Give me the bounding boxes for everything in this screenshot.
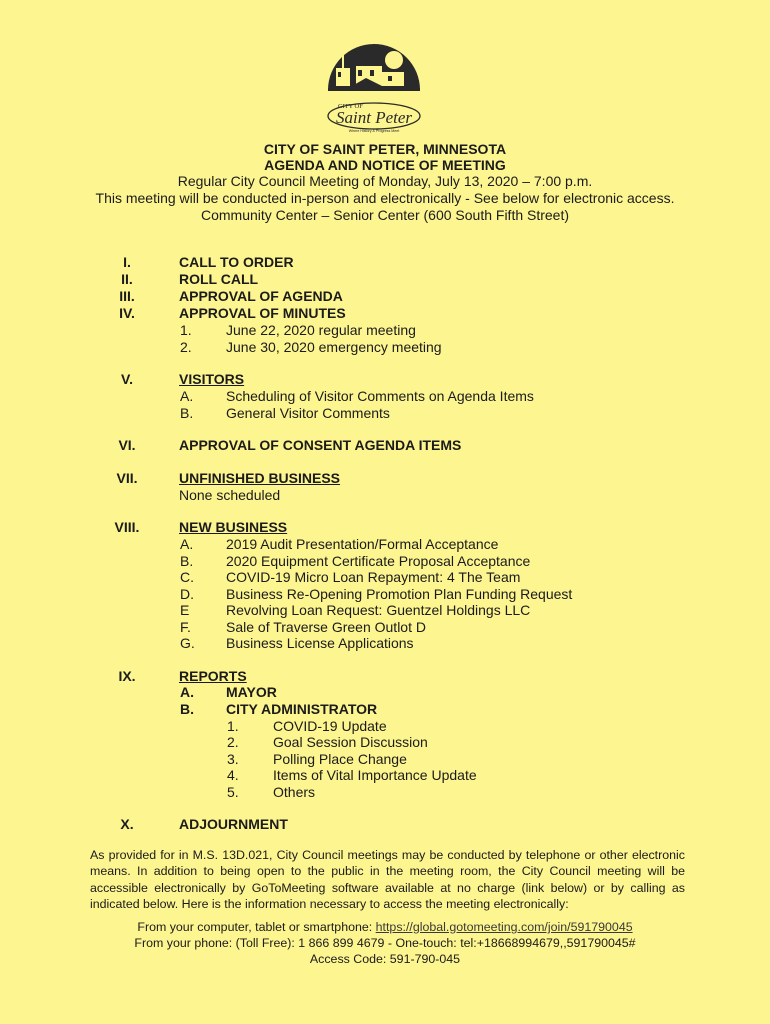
agenda-item-consent-agenda: APPROVAL OF CONSENT AGENDA ITEMS [179, 437, 462, 453]
roman-numeral: VII. [116, 470, 138, 486]
agenda-item-adjournment: ADJOURNMENT [179, 816, 288, 832]
computer-access-line [0, 919, 770, 935]
roman-numeral: I. [123, 254, 131, 270]
roman-numeral: X. [120, 816, 134, 832]
sub-item-label: A. [180, 388, 194, 404]
agenda-item-visitors: VISITORS [179, 371, 245, 387]
sub-item-label: G. [180, 635, 195, 651]
roman-numeral: V. [121, 371, 133, 387]
sub-item-text: General Visitor Comments [226, 405, 390, 421]
header-meeting-date: Regular City Council Meeting of Monday, July 13, 2020 – 7:00 p.m. [177, 173, 593, 189]
report-city-administrator: CITY ADMINISTRATOR [226, 701, 378, 717]
sub-sub-item-label: 2. [227, 734, 239, 750]
svg-text:CITY OF: CITY OF [338, 103, 363, 110]
sub-item-text: Scheduling of Visitor Comments on Agenda Items [226, 388, 534, 404]
access-code: Access Code: 591-790-045 [309, 952, 461, 966]
sub-item-text: Business License Applications [226, 635, 414, 651]
sub-item-label: A. [180, 684, 194, 700]
sub-item-text: June 22, 2020 regular meeting [226, 322, 416, 338]
sub-item-text: June 30, 2020 emergency meeting [226, 339, 442, 355]
agenda-item-approval-of-minutes: APPROVAL OF MINUTES [179, 305, 346, 321]
electronic-access-paragraph: As provided for in M.S. 13D.021, City Council meetings may be conducted by telephone or other electronic means. In addition to being open to the public in the meeting room, the City Council meeting will be accessible electronically by GoToMeeting software available at no charge (link below) or by calling as indicated below. Here is the information necessary to access the meeting electronically: [90, 848, 685, 911]
report-mayor: MAYOR [226, 684, 277, 700]
roman-numeral: II. [121, 271, 133, 287]
sub-item-label: D. [180, 586, 194, 602]
svg-text:Saint Peter: Saint Peter [336, 108, 413, 127]
sub-item-text: 2019 Audit Presentation/Formal Acceptance [226, 536, 499, 552]
sub-item-text: Business Re-Opening Promotion Plan Funding Request [226, 586, 573, 602]
sub-item-text: Revolving Loan Request: Guentzel Holdings LLC [226, 602, 531, 618]
gotomeeting-link[interactable]: https://global.gotomeeting.com/join/591790045 [375, 920, 633, 934]
sub-item-label: B. [180, 553, 194, 569]
sub-item-text: Sale of Traverse Green Outlot D [226, 619, 426, 635]
sub-item-label: C. [180, 569, 194, 585]
agenda-item-roll-call: ROLL CALL [179, 271, 259, 287]
sub-item-label: 2. [180, 339, 192, 355]
sub-sub-item-label: 5. [227, 784, 239, 800]
phone-access-line: From your phone: (Toll Free): 1 866 899 4679 - One-touch: tel:+18668994679,,591790045# [134, 936, 636, 950]
roman-numeral: VIII. [114, 519, 140, 535]
sub-item-text: COVID-19 Micro Loan Repayment: 4 The Team [226, 569, 521, 585]
roman-numeral: III. [119, 288, 135, 304]
unfinished-business-note: None scheduled [179, 487, 281, 503]
sub-sub-item-text: Items of Vital Importance Update [273, 767, 477, 783]
sub-sub-item-text: Goal Session Discussion [273, 734, 428, 750]
sub-sub-item-label: 1. [227, 718, 239, 734]
sub-item-text: 2020 Equipment Certificate Proposal Acceptance [226, 553, 531, 569]
sub-item-label: B. [180, 701, 194, 717]
sub-item-label: B. [180, 405, 194, 421]
svg-text:Where History & Progress Meet: Where History & Progress Meet [348, 129, 400, 133]
roman-numeral: IV. [119, 305, 135, 321]
roman-numeral: IX. [118, 668, 136, 684]
sub-sub-item-text: Others [273, 784, 316, 800]
sub-sub-item-text: COVID-19 Update [273, 718, 387, 734]
sub-item-label: F. [180, 619, 191, 635]
agenda-item-call-to-order: CALL TO ORDER [179, 254, 294, 270]
sub-item-label: 1. [180, 322, 192, 338]
agenda-item-unfinished-business: UNFINISHED BUSINESS [179, 470, 341, 486]
header-location: Community Center – Senior Center (600 South Fifth Street) [200, 207, 570, 223]
agenda-item-new-business: NEW BUSINESS [179, 519, 288, 535]
roman-numeral: VI. [118, 437, 136, 453]
computer-access-prefix: From your computer, tablet or smartphone: [137, 920, 376, 934]
sub-item-label: E [180, 602, 190, 618]
sub-sub-item-text: Polling Place Change [273, 751, 407, 767]
header-agenda-title: AGENDA AND NOTICE OF MEETING [264, 157, 506, 173]
sub-sub-item-label: 4. [227, 767, 239, 783]
header-city: CITY OF SAINT PETER, MINNESOTA [263, 141, 507, 157]
sub-item-label: A. [180, 536, 194, 552]
header-electronic-note: This meeting will be conducted in-person and electronically - See below for electronic access. [95, 190, 675, 206]
sub-sub-item-label: 3. [227, 751, 239, 767]
agenda-item-reports: REPORTS [179, 668, 247, 684]
agenda-item-approval-of-agenda: APPROVAL OF AGENDA [179, 288, 343, 304]
